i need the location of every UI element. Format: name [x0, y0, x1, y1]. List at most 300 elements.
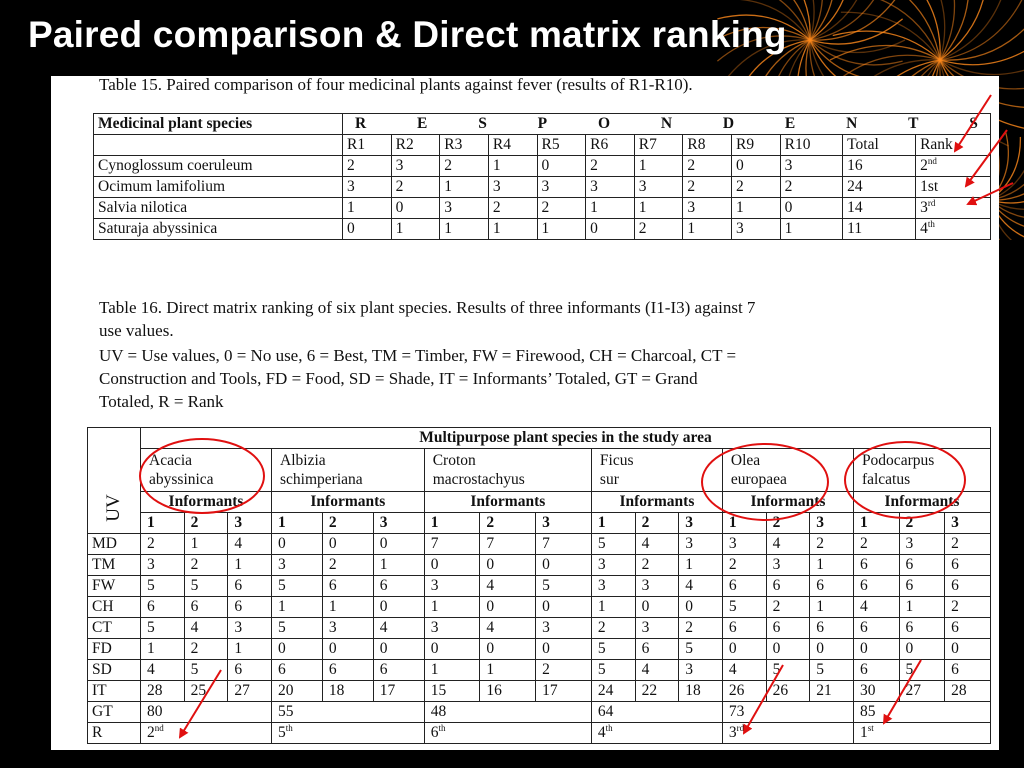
- matrix-cell: 0: [899, 639, 945, 660]
- matrix-cell: 6: [853, 618, 899, 639]
- matrix-cell: 7: [424, 534, 480, 555]
- species-cell: [141, 449, 272, 492]
- rank-number: 4: [597, 724, 606, 741]
- informant-number: 1: [141, 513, 185, 534]
- rank-suffix: th: [285, 723, 293, 733]
- matrix-cell: 4: [480, 576, 536, 597]
- matrix-cell: 3: [591, 555, 635, 576]
- respondents-letter: R: [355, 115, 367, 132]
- matrix-cell: 3: [141, 555, 185, 576]
- matrix-cell: 0: [722, 639, 766, 660]
- matrix-cell: 1: [228, 639, 272, 660]
- rank-number: 6: [430, 724, 439, 741]
- slide-title: Paired comparison & Direct matrix ranking: [28, 14, 787, 55]
- score-cell: 1: [537, 219, 586, 240]
- matrix-cell: 2: [591, 618, 635, 639]
- matrix-cell: 2: [184, 639, 228, 660]
- matrix-cell: 3: [536, 618, 592, 639]
- score-cell: 0: [537, 156, 586, 177]
- species-name: Salvia nilotica: [94, 198, 343, 219]
- rank-suffix: th: [605, 723, 613, 733]
- score-cell: 2: [391, 177, 440, 198]
- informant-number: 2: [322, 513, 373, 534]
- rank-cell: [272, 723, 425, 744]
- matrix-cell: 1: [810, 555, 854, 576]
- rank-number: 3: [920, 199, 928, 216]
- paired-comparison-table: [93, 113, 991, 240]
- matrix-cell: 28: [141, 681, 185, 702]
- matrix-cell: 5: [810, 660, 854, 681]
- rank-number: 4: [920, 220, 928, 237]
- grand-total-cell: 80: [141, 702, 272, 723]
- matrix-cell: 6: [945, 660, 991, 681]
- uv-label: UV: [103, 494, 124, 522]
- score-cell: 1: [634, 198, 683, 219]
- table-row: [94, 177, 991, 198]
- total-cell: 14: [843, 198, 916, 219]
- informant-number: 3: [810, 513, 854, 534]
- informant-number: 3: [945, 513, 991, 534]
- matrix-cell: 1: [424, 597, 480, 618]
- subheader-cell: R10: [780, 135, 843, 156]
- matrix-cell: 1: [228, 555, 272, 576]
- matrix-cell: 4: [635, 534, 679, 555]
- r-label: R: [88, 723, 141, 744]
- rank-cell: [424, 723, 591, 744]
- matrix-cell: 25: [184, 681, 228, 702]
- informant-number: 1: [272, 513, 323, 534]
- informants-label: Informants: [591, 492, 722, 513]
- matrix-cell: 6: [722, 576, 766, 597]
- rank-cell: [853, 723, 990, 744]
- species-line1: Albizia: [280, 452, 326, 469]
- species-line1: Acacia: [149, 452, 193, 469]
- table-row: [94, 156, 991, 177]
- rank-cell: [916, 219, 991, 240]
- species-cell: [722, 449, 853, 492]
- matrix-cell: 7: [480, 534, 536, 555]
- rank-cell: [141, 723, 272, 744]
- rank-suffix: nd: [154, 723, 164, 733]
- matrix-cell: 6: [810, 618, 854, 639]
- rank-number: 5: [278, 724, 286, 741]
- subheader-cell: R8: [683, 135, 732, 156]
- informant-number: 1: [722, 513, 766, 534]
- matrix-cell: 3: [635, 576, 679, 597]
- table-row: [88, 597, 991, 618]
- score-cell: 3: [634, 177, 683, 198]
- matrix-cell: 3: [424, 618, 480, 639]
- species-line2: falcatus: [861, 471, 911, 488]
- matrix-cell: 0: [536, 639, 592, 660]
- rank-cell: [591, 723, 722, 744]
- matrix-cell: 6: [899, 576, 945, 597]
- informant-number: 1: [853, 513, 899, 534]
- score-cell: 0: [343, 219, 392, 240]
- matrix-cell: 0: [679, 597, 723, 618]
- matrix-cell: 4: [184, 618, 228, 639]
- species-line2: sur: [599, 471, 619, 488]
- matrix-cell: 17: [536, 681, 592, 702]
- species-line1: Podocarpus: [861, 452, 935, 469]
- matrix-cell: 2: [679, 618, 723, 639]
- matrix-cell: 3: [899, 534, 945, 555]
- matrix-cell: 27: [228, 681, 272, 702]
- respondents-letter: N: [846, 115, 858, 132]
- subheader-cell: R4: [488, 135, 537, 156]
- uv-header: [88, 428, 141, 534]
- matrix-cell: 1: [184, 534, 228, 555]
- score-cell: 2: [683, 156, 732, 177]
- matrix-cell: 18: [322, 681, 373, 702]
- rank-number: 2: [147, 724, 155, 741]
- matrix-cell: 4: [766, 534, 810, 555]
- gt-label: GT: [88, 702, 141, 723]
- matrix-cell: 21: [810, 681, 854, 702]
- respondents-letter: N: [660, 115, 673, 132]
- matrix-cell: 4: [141, 660, 185, 681]
- matrix-cell: 5: [766, 660, 810, 681]
- score-cell: 1: [586, 198, 635, 219]
- matrix-cell: 30: [853, 681, 899, 702]
- score-cell: 2: [537, 198, 586, 219]
- species-name: Saturaja abyssinica: [94, 219, 343, 240]
- matrix-cell: 6: [373, 660, 424, 681]
- score-cell: 1: [343, 198, 392, 219]
- species-line2: macrostachyus: [432, 471, 525, 488]
- matrix-cell: 2: [945, 597, 991, 618]
- matrix-cell: 17: [373, 681, 424, 702]
- score-cell: 1: [732, 198, 781, 219]
- score-cell: 2: [440, 156, 489, 177]
- matrix-cell: 26: [766, 681, 810, 702]
- matrix-cell: 3: [272, 555, 323, 576]
- score-cell: 1: [780, 219, 843, 240]
- rank-cell: [722, 723, 853, 744]
- rank-row: [88, 723, 991, 744]
- table-row: [94, 219, 991, 240]
- matrix-cell: 1: [373, 555, 424, 576]
- score-cell: 3: [732, 219, 781, 240]
- use-value-label: SD: [88, 660, 141, 681]
- matrix-cell: 3: [591, 576, 635, 597]
- rank-number: 2: [920, 157, 928, 174]
- matrix-cell: 3: [679, 660, 723, 681]
- table-row: [88, 660, 991, 681]
- matrix-cell: 6: [853, 576, 899, 597]
- subheader-cell: R2: [391, 135, 440, 156]
- matrix-cell: 0: [635, 597, 679, 618]
- subheader-cell: R1: [343, 135, 392, 156]
- matrix-cell: 6: [722, 618, 766, 639]
- species-cell: [853, 449, 990, 492]
- species-name: Ocimum lamifolium: [94, 177, 343, 198]
- respondents-letter: E: [417, 115, 428, 132]
- matrix-cell: 0: [322, 639, 373, 660]
- matrix-cell: 0: [853, 639, 899, 660]
- rank-suffix: rd: [927, 198, 936, 208]
- rank-cell: [916, 198, 991, 219]
- matrix-cell: 5: [591, 534, 635, 555]
- matrix-cell: 6: [899, 555, 945, 576]
- species-line1: Croton: [432, 452, 476, 469]
- matrix-cell: 4: [480, 618, 536, 639]
- table-row: [88, 576, 991, 597]
- matrix-cell: 6: [945, 576, 991, 597]
- subheader-cell: R9: [732, 135, 781, 156]
- rank-number: 3: [728, 724, 737, 741]
- matrix-cell: 0: [536, 555, 592, 576]
- matrix-cell: 5: [141, 618, 185, 639]
- rank-cell: [916, 177, 991, 198]
- use-value-label: CT: [88, 618, 141, 639]
- matrix-cell: 6: [373, 576, 424, 597]
- matrix-cell: 2: [536, 660, 592, 681]
- matrix-cell: 6: [228, 576, 272, 597]
- matrix-cell: 3: [322, 618, 373, 639]
- matrix-cell: 6: [141, 597, 185, 618]
- respondents-letter: D: [722, 115, 735, 132]
- rank-number: 1: [859, 724, 868, 741]
- matrix-cell: 28: [945, 681, 991, 702]
- matrix-cell: 0: [810, 639, 854, 660]
- matrix-cell: 3: [722, 534, 766, 555]
- matrix-cell: 6: [635, 639, 679, 660]
- matrix-cell: 5: [272, 618, 323, 639]
- subheader-cell: R3: [440, 135, 489, 156]
- matrix-cell: 2: [853, 534, 899, 555]
- matrix-cell: 6: [810, 576, 854, 597]
- matrix-cell: 4: [679, 576, 723, 597]
- score-cell: 1: [488, 219, 537, 240]
- rank-suffix: rd: [736, 723, 745, 733]
- matrix-cell: 18: [679, 681, 723, 702]
- use-value-label: TM: [88, 555, 141, 576]
- matrix-cell: 6: [322, 660, 373, 681]
- matrix-cell: 6: [272, 660, 323, 681]
- score-cell: 0: [391, 198, 440, 219]
- matrix-cell: 26: [722, 681, 766, 702]
- matrix-cell: 1: [679, 555, 723, 576]
- matrix-cell: 1: [899, 597, 945, 618]
- matrix-cell: 0: [373, 639, 424, 660]
- score-cell: 3: [780, 156, 843, 177]
- score-cell: 2: [634, 219, 683, 240]
- use-value-label: MD: [88, 534, 141, 555]
- matrix-cell: 4: [635, 660, 679, 681]
- use-value-label: FD: [88, 639, 141, 660]
- species-cell: [591, 449, 722, 492]
- score-cell: 3: [683, 198, 732, 219]
- matrix-cell: 3: [228, 618, 272, 639]
- species-blank: [94, 135, 343, 156]
- matrix-cell: 3: [766, 555, 810, 576]
- table16-legend-line3: Totaled, R = Rank: [99, 392, 224, 411]
- species-line2: schimperiana: [280, 471, 363, 488]
- matrix-cell: 6: [322, 576, 373, 597]
- score-cell: 2: [343, 156, 392, 177]
- matrix-cell: 5: [591, 639, 635, 660]
- matrix-cell: 5: [899, 660, 945, 681]
- score-cell: 0: [732, 156, 781, 177]
- matrix-cell: 1: [810, 597, 854, 618]
- score-cell: 2: [683, 177, 732, 198]
- table16-legend-line1: UV = Use values, 0 = No use, 6 = Best, TM = Timber, FW = Firewood, CH = Charcoal, CT =: [99, 346, 737, 365]
- informant-number: 2: [766, 513, 810, 534]
- respondents-letter: P: [537, 115, 548, 132]
- grand-total-cell: 48: [424, 702, 591, 723]
- species-line1: Olea: [730, 452, 761, 469]
- total-cell: 11: [843, 219, 916, 240]
- species-cell: [272, 449, 425, 492]
- informants-label: Informants: [722, 492, 853, 513]
- matrix-cell: 16: [480, 681, 536, 702]
- matrix-cell: 4: [853, 597, 899, 618]
- use-value-label: CH: [88, 597, 141, 618]
- matrix-cell: 22: [635, 681, 679, 702]
- matrix-cell: 0: [272, 534, 323, 555]
- matrix-cell: 6: [853, 555, 899, 576]
- table-row: [88, 618, 991, 639]
- matrix-cell: 7: [536, 534, 592, 555]
- informant-number: 2: [635, 513, 679, 534]
- species-header: Medicinal plant species: [94, 114, 343, 135]
- table-row: [94, 198, 991, 219]
- matrix-cell: 0: [480, 597, 536, 618]
- informants-label: Informants: [424, 492, 591, 513]
- respondents-header: [343, 114, 991, 135]
- matrix-cell: 1: [591, 597, 635, 618]
- species-line2: abyssinica: [149, 471, 214, 488]
- informant-number: 1: [591, 513, 635, 534]
- matrix-cell: 20: [272, 681, 323, 702]
- matrix-cell: 6: [766, 618, 810, 639]
- informants-label: Informants: [272, 492, 425, 513]
- matrix-cell: 2: [810, 534, 854, 555]
- matrix-cell: 2: [322, 555, 373, 576]
- matrix-cell: 0: [272, 639, 323, 660]
- matrix-cell: 0: [536, 597, 592, 618]
- informant-number: 2: [184, 513, 228, 534]
- matrix-cell: 6: [228, 660, 272, 681]
- matrix-cell: 2: [766, 597, 810, 618]
- informant-number: 1: [424, 513, 480, 534]
- matrix-cell: 4: [228, 534, 272, 555]
- matrix-cell: 6: [945, 618, 991, 639]
- score-cell: 0: [586, 219, 635, 240]
- matrix-cell: 24: [591, 681, 635, 702]
- grand-total-cell: 85: [853, 702, 990, 723]
- matrix-cell: 1: [322, 597, 373, 618]
- grand-total-cell: 64: [591, 702, 722, 723]
- matrix-cell: 2: [184, 555, 228, 576]
- matrix-cell: 5: [591, 660, 635, 681]
- score-cell: 2: [488, 198, 537, 219]
- matrix-cell: 27: [899, 681, 945, 702]
- score-cell: 0: [780, 198, 843, 219]
- matrix-cell: 6: [766, 576, 810, 597]
- matrix-cell: 6: [184, 597, 228, 618]
- species-name: Cynoglossum coeruleum: [94, 156, 343, 177]
- table15-caption: Table 15. Paired comparison of four medicinal plants against fever (results of R1-R10).: [99, 76, 693, 94]
- species-line1: Ficus: [599, 452, 634, 469]
- grand-total-row: [88, 702, 991, 723]
- rank-suffix: nd: [927, 156, 937, 166]
- informant-number: 3: [373, 513, 424, 534]
- informant-number: 2: [480, 513, 536, 534]
- informant-number: 3: [228, 513, 272, 534]
- score-cell: 1: [440, 219, 489, 240]
- species-cell: [424, 449, 591, 492]
- matrix-cell: 6: [228, 597, 272, 618]
- table16-caption-line2: use values.: [99, 321, 174, 340]
- matrix-cell: 3: [679, 534, 723, 555]
- respondents-letter: T: [908, 115, 919, 132]
- score-cell: 3: [391, 156, 440, 177]
- matrix-cell: 6: [945, 555, 991, 576]
- matrix-cell: 0: [766, 639, 810, 660]
- score-cell: 1: [440, 177, 489, 198]
- rank-suffix: th: [927, 219, 935, 229]
- matrix-cell: 6: [899, 618, 945, 639]
- subheader-cell: Total: [843, 135, 916, 156]
- total-cell: 24: [843, 177, 916, 198]
- grand-total-cell: 73: [722, 702, 853, 723]
- score-cell: 2: [780, 177, 843, 198]
- matrix-cell: 5: [536, 576, 592, 597]
- score-cell: 3: [586, 177, 635, 198]
- rank-suffix: st: [867, 723, 874, 733]
- species-line2: europaea: [730, 471, 787, 488]
- respondents-letter: S: [478, 115, 487, 132]
- respondents-letter: E: [784, 115, 796, 132]
- informants-label: Informants: [853, 492, 990, 513]
- score-cell: 3: [537, 177, 586, 198]
- score-cell: 1: [634, 156, 683, 177]
- score-cell: 3: [343, 177, 392, 198]
- group-header: Multipurpose plant species in the study area: [141, 428, 991, 449]
- subheader-cell: R6: [586, 135, 635, 156]
- grand-total-cell: 55: [272, 702, 425, 723]
- table-row: [88, 639, 991, 660]
- score-cell: 1: [683, 219, 732, 240]
- informant-number: 2: [899, 513, 945, 534]
- matrix-cell: 4: [722, 660, 766, 681]
- score-cell: 1: [488, 156, 537, 177]
- matrix-cell: 2: [945, 534, 991, 555]
- matrix-cell: 2: [635, 555, 679, 576]
- matrix-cell: 15: [424, 681, 480, 702]
- respondents-letter: O: [597, 115, 611, 132]
- matrix-cell: 5: [141, 576, 185, 597]
- total-cell: 16: [843, 156, 916, 177]
- matrix-cell: 5: [184, 576, 228, 597]
- table-row: [88, 681, 991, 702]
- matrix-cell: 0: [945, 639, 991, 660]
- table-row: [88, 555, 991, 576]
- score-cell: 1: [391, 219, 440, 240]
- matrix-cell: 1: [424, 660, 480, 681]
- matrix-cell: 1: [272, 597, 323, 618]
- subheader-cell: R5: [537, 135, 586, 156]
- matrix-cell: 0: [373, 597, 424, 618]
- matrix-cell: 5: [679, 639, 723, 660]
- subheader-cell: Rank: [916, 135, 991, 156]
- matrix-cell: 3: [635, 618, 679, 639]
- document-image: [51, 76, 999, 750]
- use-value-label: FW: [88, 576, 141, 597]
- informants-label: Informants: [141, 492, 272, 513]
